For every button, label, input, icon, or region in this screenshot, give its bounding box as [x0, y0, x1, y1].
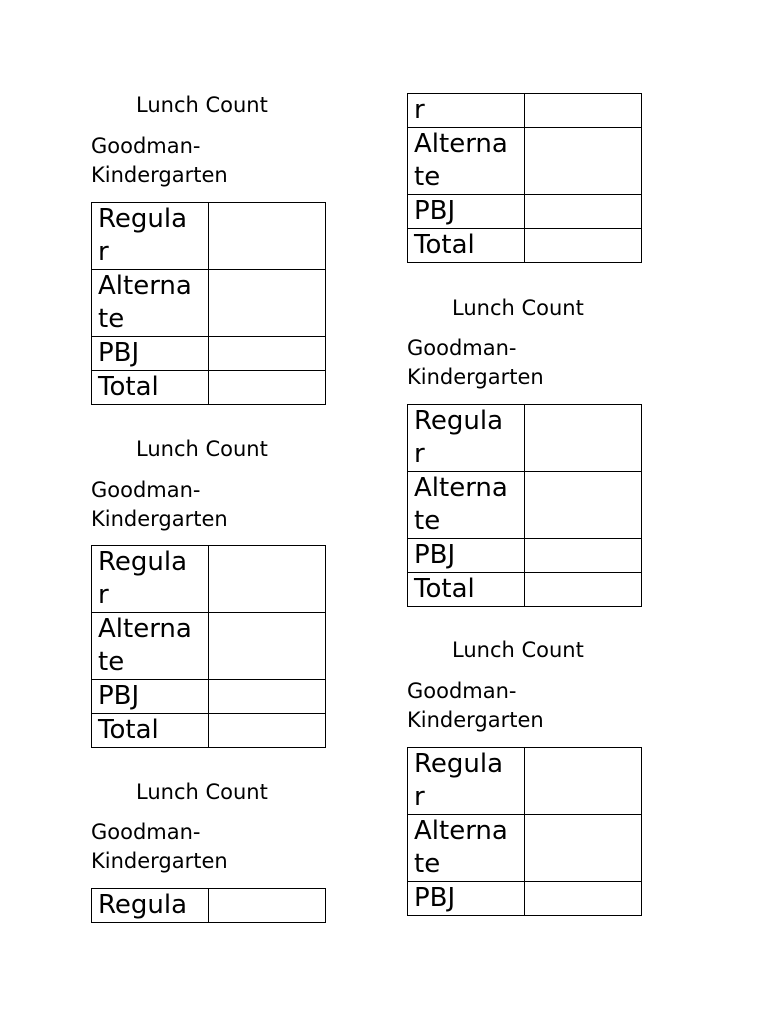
value-cell-regular[interactable]: [525, 748, 642, 815]
value-cell-total[interactable]: [525, 573, 642, 607]
lunch-count-table-1: [91, 202, 326, 405]
block2-title: [136, 437, 268, 461]
grade-name: Kindergarten: [407, 365, 544, 389]
lunch-count-table-3: [91, 888, 326, 923]
school-name: Goodman-: [407, 679, 517, 703]
row-pbj: [92, 680, 326, 714]
row-total: [408, 229, 642, 263]
row-total: [92, 714, 326, 748]
grade-name: Kindergarten: [91, 163, 228, 187]
lunch-count-title: Lunch Count: [452, 296, 584, 320]
label-total: Total: [408, 229, 525, 263]
value-cell-alternate[interactable]: [209, 613, 326, 680]
label-regular: Regula r: [92, 203, 209, 270]
label-alternate: Alterna te: [408, 815, 525, 882]
label-regular: Regula r: [408, 405, 525, 472]
block3-title: [136, 780, 268, 804]
label-regular-continued: r: [408, 94, 525, 128]
school-name: Goodman-: [407, 336, 517, 360]
label-pbj: PBJ: [92, 337, 209, 371]
block5-school: [407, 677, 544, 735]
block4-school: [407, 334, 544, 392]
block1-school: [91, 132, 228, 190]
block2-school: [91, 476, 228, 534]
label-pbj: PBJ: [408, 539, 525, 573]
grade-name: Kindergarten: [91, 849, 228, 873]
lunch-count-title: Lunch Count: [136, 437, 268, 461]
label-alternate: Alterna te: [408, 472, 525, 539]
value-cell-pbj[interactable]: [525, 195, 642, 229]
grade-name: Kindergarten: [91, 507, 228, 531]
label-alternate: Alterna te: [92, 613, 209, 680]
lunch-count-title: Lunch Count: [136, 93, 268, 117]
value-cell-pbj[interactable]: [525, 882, 642, 916]
label-regular: Regula r: [92, 546, 209, 613]
row-alternate: [92, 613, 326, 680]
value-cell-alternate[interactable]: [209, 270, 326, 337]
value-cell-pbj[interactable]: [209, 337, 326, 371]
label-pbj: PBJ: [408, 195, 525, 229]
row-regular: [92, 203, 326, 270]
row-regular: [92, 889, 326, 923]
row-alternate: [92, 270, 326, 337]
value-cell-alternate[interactable]: [525, 128, 642, 195]
row-regular: [408, 748, 642, 815]
row-alternate: [408, 472, 642, 539]
label-regular: Regula: [92, 889, 209, 923]
value-cell-regular[interactable]: [525, 405, 642, 472]
label-total: Total: [92, 714, 209, 748]
lunch-count-table-continued: [407, 93, 642, 263]
row-alternate: [408, 815, 642, 882]
lunch-count-table-5: [407, 747, 642, 916]
lunch-count-title: Lunch Count: [136, 780, 268, 804]
value-cell-pbj[interactable]: [209, 680, 326, 714]
row-regular: [92, 546, 326, 613]
school-name: Goodman-: [91, 478, 201, 502]
value-cell-total[interactable]: [209, 714, 326, 748]
block1-title: [136, 93, 268, 117]
school-name: Goodman-: [91, 134, 201, 158]
label-regular: Regula r: [408, 748, 525, 815]
row-regular-continued: [408, 94, 642, 128]
label-alternate: Alterna te: [92, 270, 209, 337]
row-regular: [408, 405, 642, 472]
block4-title: [452, 296, 584, 320]
row-pbj: [408, 882, 642, 916]
block5-title: [452, 638, 584, 662]
row-alternate: [408, 128, 642, 195]
value-cell-regular[interactable]: [209, 889, 326, 923]
label-total: Total: [408, 573, 525, 607]
value-cell-pbj[interactable]: [525, 539, 642, 573]
row-pbj: [408, 195, 642, 229]
lunch-count-table-4: [407, 404, 642, 607]
row-total: [92, 371, 326, 405]
lunch-count-table-2: [91, 545, 326, 748]
lunch-count-title: Lunch Count: [452, 638, 584, 662]
value-cell-alternate[interactable]: [525, 815, 642, 882]
value-cell-regular[interactable]: [525, 94, 642, 128]
row-pbj: [92, 337, 326, 371]
school-name: Goodman-: [91, 820, 201, 844]
row-total: [408, 573, 642, 607]
row-pbj: [408, 539, 642, 573]
value-cell-alternate[interactable]: [525, 472, 642, 539]
grade-name: Kindergarten: [407, 708, 544, 732]
label-total: Total: [92, 371, 209, 405]
value-cell-regular[interactable]: [209, 546, 326, 613]
value-cell-regular[interactable]: [209, 203, 326, 270]
value-cell-total[interactable]: [209, 371, 326, 405]
block3-school: [91, 818, 228, 876]
label-alternate: Alterna te: [408, 128, 525, 195]
label-pbj: PBJ: [92, 680, 209, 714]
value-cell-total[interactable]: [525, 229, 642, 263]
label-pbj: PBJ: [408, 882, 525, 916]
